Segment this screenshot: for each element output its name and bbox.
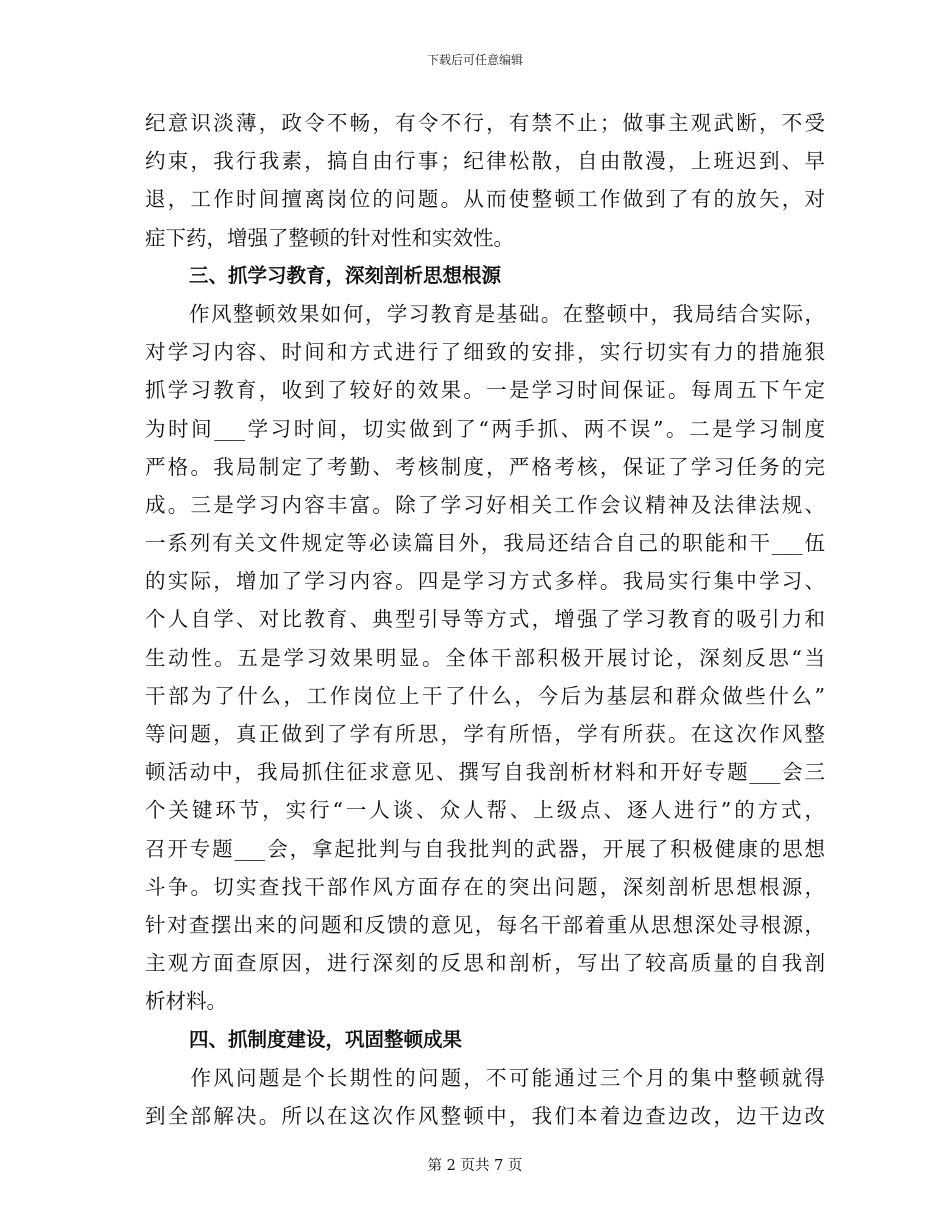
section-heading: 三、抓学习教育，深刻剖析思想根源 xyxy=(189,263,502,287)
paragraph-line: 到全部解决。所以在这次作风整顿中，我们本着边查边改，边干边改 xyxy=(145,1103,825,1128)
paragraph-line: 作风问题是个长期性的问题，不可能通过三个月的集中整顿就得 xyxy=(145,1065,825,1090)
paragraph-line: 作风整顿效果如何，学习教育是基础。在整顿中，我局结合实际， xyxy=(145,301,825,326)
paragraph-line: 等问题，真正做到了学有所思，学有所悟，学有所获。在这次作风整 xyxy=(145,722,825,746)
paragraph-line: 召开专题___会，拿起批判与自我批判的武器，开展了积极健康的思想 xyxy=(145,836,825,861)
paragraph-line: 严格。我局制定了考勤、考核制度，严格考核，保证了学习任务的完 xyxy=(145,454,825,479)
paragraph-line: 抓学习教育，收到了较好的效果。一是学习时间保证。每周五下午定 xyxy=(145,378,825,403)
paragraph-line: 为时间___学习时间，切实做到了“两手抓、两不误”。二是学习制度 xyxy=(145,416,825,441)
paragraph-line: 个人自学、对比教育、典型引导等方式，增强了学习教育的吸引力和 xyxy=(145,607,825,632)
paragraph-line: 顿活动中，我局抓住征求意见、撰写自我剖析材料和开好专题___会三 xyxy=(145,760,825,785)
paragraph-line: 干部为了什么，工作岗位上干了什么，今后为基层和群众做些什么” xyxy=(145,683,825,708)
paragraph-line: 约束，我行我素，搞自由行事；纪律松散，自由散漫，上班迟到、早 xyxy=(145,149,825,174)
paragraph-line: 成。三是学习内容丰富。除了学习好相关工作会议精神及法律法规、 xyxy=(145,492,825,517)
paragraph-line: 的实际，增加了学习内容。四是学习方式多样。我局实行集中学习、 xyxy=(145,569,825,594)
paragraph-line: 一系列有关文件规定等必读篇目外，我局还结合自己的职能和干___伍 xyxy=(145,531,825,556)
paragraph-line: 对学习内容、时间和方式进行了细致的安排，实行切实有力的措施狠 xyxy=(145,340,825,365)
paragraph-line: 纪意识淡薄，政令不畅，有令不行，有禁不止；做事主观武断，不受 xyxy=(145,111,825,135)
section-heading: 四、抓制度建设，巩固整顿成果 xyxy=(189,1027,463,1051)
paragraph-line: 斗争。切实查找干部作风方面存在的突出问题，深刻剖析思想根源， xyxy=(145,874,825,899)
paragraph-line: 主观方面查原因，进行深刻的反思和剖析，写出了较高质量的自我剖 xyxy=(145,951,825,976)
paragraph-line: 析材料。 xyxy=(145,989,227,1014)
paragraph-line: 退，工作时间擅离岗位的问题。从而使整顿工作做到了有的放矢，对 xyxy=(145,187,825,212)
document-body xyxy=(145,104,825,1135)
paragraph-line: 个关键环节，实行“一人谈、众人帮、上级点、逐人进行”的方式， xyxy=(145,798,825,823)
page-footer: 第 2 页共 7 页 xyxy=(427,1158,523,1174)
paragraph-line: 症下药，增强了整顿的针对性和实效性。 xyxy=(145,225,514,250)
page-header: 下载后可任意编辑 xyxy=(426,53,523,67)
paragraph-line: 针对查摆出来的问题和反馈的意见，每名干部着重从思想深处寻根源， xyxy=(145,912,825,937)
paragraph-line: 生动性。五是学习效果明显。全体干部积极开展讨论，深刻反思“当 xyxy=(145,645,825,670)
